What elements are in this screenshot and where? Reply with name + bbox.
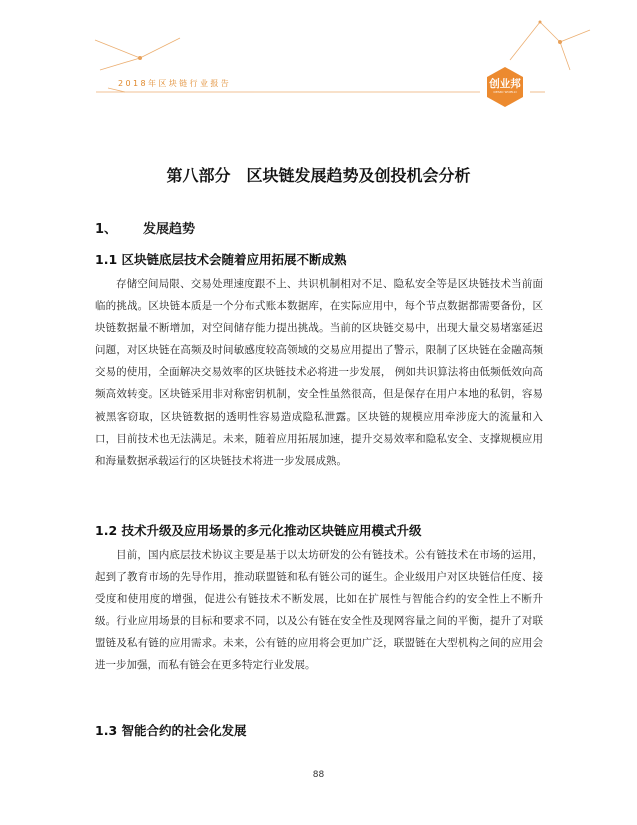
page-number: 88: [312, 770, 325, 780]
section-heading: [95, 218, 195, 237]
report-label: 2018年区块链行业报告: [118, 79, 232, 88]
page-title: 第八部分 区块链发展趋势及创投机会分析: [166, 166, 471, 185]
section-number: 1、: [95, 222, 118, 237]
subsection-heading-1-1: 1.1 区块链底层技术会随着应用拓展不断成熟: [95, 252, 347, 267]
logo-text: 创业邦: [489, 78, 521, 90]
section-title: 发展趋势: [143, 222, 196, 237]
header-decoration: [0, 0, 637, 120]
logo-subtext: DEMO WORLD: [493, 90, 517, 94]
subsection-paragraph-1-2: 目前，国内底层技术协议主要是基于以太坊研发的公有链技术。公有链技术在市场的运用，起到了教育市场的先导作用，推动联盟链和私有链公司的诞生。企业级用户对区块链信任度、接受度和使用度的增强，促进公有链技术不断发展，比如在扩展性与智能合约的安全性上不断升级。行业应用场景的目标和要求不同，以及公有链在安全性及现网容量之间的平衡，提升了对联盟链及私有链的应用需求。未来，公有链的应用将会更加广泛，联盟链在大型机构之间的应用会进一步加强，而私有链会在更多特定行业发展。: [95, 549, 543, 672]
subsection-heading-1-3: 1.3 智能合约的社会化发展: [95, 723, 247, 738]
subsection-paragraph-1-1: 存储空间局限、交易处理速度跟不上、共识机制相对不足、隐私安全等是区块链技术当前面临的挑战。区块链本质是一个分布式账本数据库，在实际应用中，每个节点数据都需要备份，区块链数据量不断增加，对空间储存能力提出挑战。当前的区块链交易中，出现大量交易堵塞延迟问题，对区块链在高频及时间敏感度较高领域的交易应用提出了警示，限制了区块链在金融高频交易的使用，全面解决交易效率的区块链技术必将进一步发展， 例如共识算法将由低频低效向高频高效转变。区块链采用非对称密钥机制，安全性虽然很高，但是保存在用户本地的私钥，容易被黑客窃取，区块链数据的透明性容易造成隐私泄露。区块链的规模应用牵涉庞大的流量和入口，目前技术也无法满足。未来，随着应用拓展加速，提升交易效率和隐私安全、支撑规模应用和海量数据承载运行的区块链技术将进一步发展成熟。: [95, 278, 543, 467]
subsection-heading-1-2: 1.2 技术升级及应用场景的多元化推动区块链应用模式升级: [95, 523, 422, 538]
logo: [484, 66, 526, 108]
